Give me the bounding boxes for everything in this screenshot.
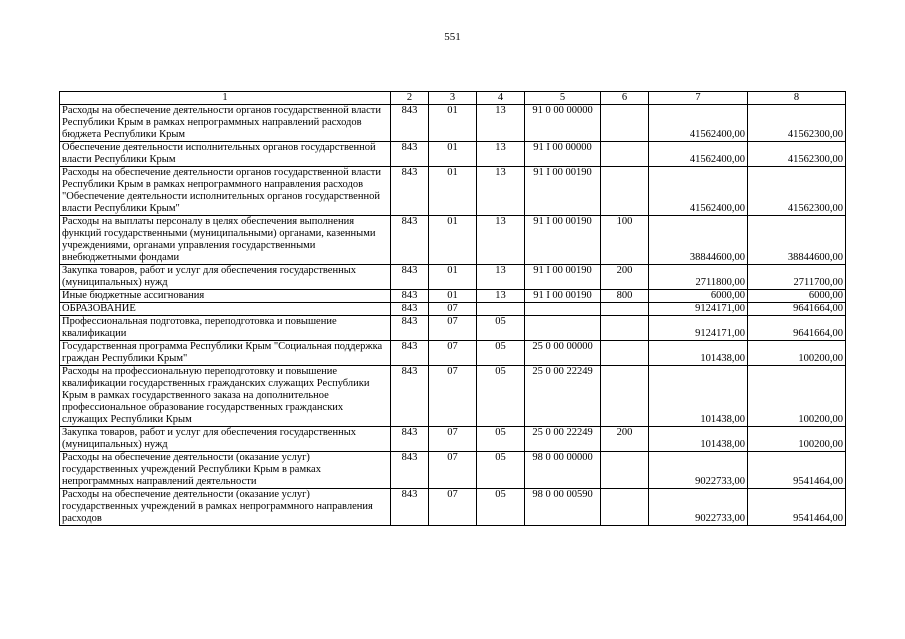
row-subsection-cell: 13 <box>477 265 525 290</box>
row-sum-year1-cell: 9124171,00 <box>649 316 748 341</box>
row-sum-year2-cell: 2711700,00 <box>748 265 846 290</box>
row-section-cell: 01 <box>429 105 477 142</box>
header-cell: 3 <box>429 92 477 105</box>
row-expense-type-cell <box>601 142 649 167</box>
row-target-article-cell: 98 0 00 00590 <box>525 489 601 526</box>
budget-table <box>59 91 846 526</box>
table-row <box>60 105 846 142</box>
header-cell: 5 <box>525 92 601 105</box>
row-subsection-cell: 13 <box>477 167 525 216</box>
row-name-cell: Обеспечение деятельности исполнительных органов государственной власти Республики Крым <box>60 142 391 167</box>
row-subsection-cell: 13 <box>477 142 525 167</box>
table-row <box>60 366 846 427</box>
table-row <box>60 290 846 303</box>
row-ministry-code-cell: 843 <box>391 452 429 489</box>
row-name-cell: Расходы на профессиональную переподготовку и повышение квалификации государственных гражданских служащих Республики Крым в рамках государственного заказа на дополнительное профессиональное образование государственных гражданских служащих Республики Крым <box>60 366 391 427</box>
row-section-cell: 07 <box>429 427 477 452</box>
page-number: 551 <box>444 31 461 43</box>
row-sum-year2-cell: 9641664,00 <box>748 316 846 341</box>
row-expense-type-cell: 200 <box>601 427 649 452</box>
row-section-cell: 07 <box>429 341 477 366</box>
row-sum-year2-cell: 9641664,00 <box>748 303 846 316</box>
row-sum-year1-cell: 9124171,00 <box>649 303 748 316</box>
row-subsection-cell: 05 <box>477 427 525 452</box>
row-target-article-cell: 98 0 00 00000 <box>525 452 601 489</box>
row-section-cell: 07 <box>429 316 477 341</box>
row-ministry-code-cell: 843 <box>391 265 429 290</box>
row-ministry-code-cell: 843 <box>391 142 429 167</box>
header-cell: 1 <box>60 92 391 105</box>
row-sum-year2-cell: 100200,00 <box>748 427 846 452</box>
table-row <box>60 167 846 216</box>
row-target-article-cell <box>525 303 601 316</box>
header-cell: 2 <box>391 92 429 105</box>
row-expense-type-cell <box>601 316 649 341</box>
row-name-cell: Профессиональная подготовка, переподготовка и повышение квалификации <box>60 316 391 341</box>
table-row <box>60 341 846 366</box>
row-subsection-cell: 13 <box>477 216 525 265</box>
row-sum-year1-cell: 6000,00 <box>649 290 748 303</box>
row-subsection-cell: 13 <box>477 290 525 303</box>
row-section-cell: 01 <box>429 265 477 290</box>
row-name-cell: Расходы на выплаты персоналу в целях обеспечения выполнения функций государственными (муниципальными) органами, казенными учреждениями, органами управления государственными внебюджетными фондами <box>60 216 391 265</box>
row-name-cell: Закупка товаров, работ и услуг для обеспечения государственных (муниципальных) нужд <box>60 265 391 290</box>
row-target-article-cell: 25 0 00 22249 <box>525 366 601 427</box>
header-cell: 7 <box>649 92 748 105</box>
table-row <box>60 489 846 526</box>
row-sum-year2-cell: 38844600,00 <box>748 216 846 265</box>
row-sum-year2-cell: 41562300,00 <box>748 142 846 167</box>
header-cell: 4 <box>477 92 525 105</box>
row-subsection-cell: 13 <box>477 105 525 142</box>
row-subsection-cell: 05 <box>477 341 525 366</box>
row-name-cell: Расходы на обеспечение деятельности (оказание услуг) государственных учреждений в рамках непрограммного направления расходов <box>60 489 391 526</box>
row-sum-year2-cell: 41562300,00 <box>748 167 846 216</box>
row-section-cell: 01 <box>429 216 477 265</box>
row-sum-year2-cell: 100200,00 <box>748 366 846 427</box>
row-expense-type-cell: 200 <box>601 265 649 290</box>
row-name-cell: Расходы на обеспечение деятельности органов государственной власти Республики Крым в рамках непрограммного направления расходов "Обеспечение деятельности исполнительных органов государственной власти Республики Крым" <box>60 167 391 216</box>
row-sum-year1-cell: 41562400,00 <box>649 142 748 167</box>
row-sum-year1-cell: 9022733,00 <box>649 452 748 489</box>
row-subsection-cell: 05 <box>477 316 525 341</box>
row-target-article-cell: 91 0 00 00000 <box>525 105 601 142</box>
row-subsection-cell: 05 <box>477 366 525 427</box>
table-header-row <box>60 92 846 105</box>
row-ministry-code-cell: 843 <box>391 366 429 427</box>
row-name-cell: Расходы на обеспечение деятельности органов государственной власти Республики Крым в рамках непрограммных направлений расходов бюджета Республики Крым <box>60 105 391 142</box>
table-row <box>60 265 846 290</box>
row-ministry-code-cell: 843 <box>391 105 429 142</box>
row-section-cell: 01 <box>429 142 477 167</box>
row-section-cell: 07 <box>429 489 477 526</box>
header-cell: 6 <box>601 92 649 105</box>
row-sum-year2-cell: 41562300,00 <box>748 105 846 142</box>
row-expense-type-cell: 100 <box>601 216 649 265</box>
table-row <box>60 427 846 452</box>
row-subsection-cell <box>477 303 525 316</box>
row-expense-type-cell <box>601 105 649 142</box>
row-expense-type-cell <box>601 303 649 316</box>
row-target-article-cell <box>525 316 601 341</box>
table-row <box>60 142 846 167</box>
row-ministry-code-cell: 843 <box>391 290 429 303</box>
row-expense-type-cell <box>601 167 649 216</box>
row-sum-year1-cell: 2711800,00 <box>649 265 748 290</box>
row-target-article-cell: 91 I 00 00190 <box>525 167 601 216</box>
header-cell: 8 <box>748 92 846 105</box>
row-sum-year1-cell: 38844600,00 <box>649 216 748 265</box>
row-ministry-code-cell: 843 <box>391 427 429 452</box>
row-expense-type-cell <box>601 489 649 526</box>
row-expense-type-cell <box>601 366 649 427</box>
row-ministry-code-cell: 843 <box>391 316 429 341</box>
row-sum-year1-cell: 9022733,00 <box>649 489 748 526</box>
row-ministry-code-cell: 843 <box>391 303 429 316</box>
row-expense-type-cell <box>601 452 649 489</box>
row-expense-type-cell: 800 <box>601 290 649 303</box>
row-sum-year2-cell: 9541464,00 <box>748 452 846 489</box>
row-ministry-code-cell: 843 <box>391 167 429 216</box>
row-target-article-cell: 91 I 00 00190 <box>525 216 601 265</box>
row-sum-year2-cell: 100200,00 <box>748 341 846 366</box>
row-sum-year1-cell: 41562400,00 <box>649 105 748 142</box>
row-sum-year2-cell: 9541464,00 <box>748 489 846 526</box>
row-section-cell: 01 <box>429 290 477 303</box>
row-expense-type-cell <box>601 341 649 366</box>
row-section-cell: 07 <box>429 366 477 427</box>
row-target-article-cell: 91 I 00 00000 <box>525 142 601 167</box>
row-section-cell: 07 <box>429 303 477 316</box>
row-name-cell: Государственная программа Республики Крым "Социальная поддержка граждан Республики Крым" <box>60 341 391 366</box>
row-ministry-code-cell: 843 <box>391 216 429 265</box>
table-row <box>60 316 846 341</box>
table-row <box>60 452 846 489</box>
table-row <box>60 303 846 316</box>
row-ministry-code-cell: 843 <box>391 489 429 526</box>
row-target-article-cell: 91 I 00 00190 <box>525 290 601 303</box>
row-sum-year2-cell: 6000,00 <box>748 290 846 303</box>
row-subsection-cell: 05 <box>477 452 525 489</box>
row-subsection-cell: 05 <box>477 489 525 526</box>
row-sum-year1-cell: 101438,00 <box>649 366 748 427</box>
row-target-article-cell: 25 0 00 00000 <box>525 341 601 366</box>
row-sum-year1-cell: 41562400,00 <box>649 167 748 216</box>
row-name-cell: Иные бюджетные ассигнования <box>60 290 391 303</box>
row-sum-year1-cell: 101438,00 <box>649 341 748 366</box>
row-name-cell: ОБРАЗОВАНИЕ <box>60 303 391 316</box>
row-name-cell: Закупка товаров, работ и услуг для обеспечения государственных (муниципальных) нужд <box>60 427 391 452</box>
row-sum-year1-cell: 101438,00 <box>649 427 748 452</box>
table-row <box>60 216 846 265</box>
row-section-cell: 07 <box>429 452 477 489</box>
row-section-cell: 01 <box>429 167 477 216</box>
row-ministry-code-cell: 843 <box>391 341 429 366</box>
row-name-cell: Расходы на обеспечение деятельности (оказание услуг) государственных учреждений Республики Крым в рамках непрограммных направлений деятельности <box>60 452 391 489</box>
row-target-article-cell: 25 0 00 22249 <box>525 427 601 452</box>
row-target-article-cell: 91 I 00 00190 <box>525 265 601 290</box>
